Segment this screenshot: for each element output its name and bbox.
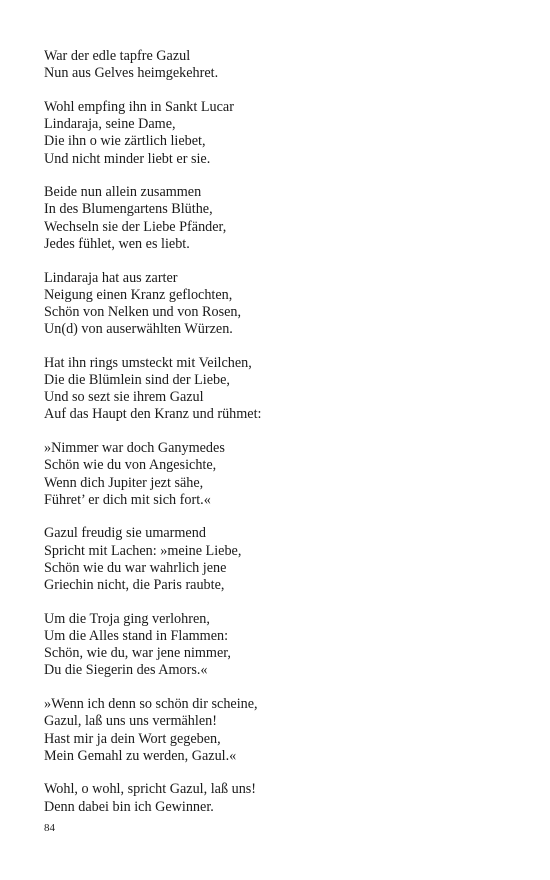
poem-line: Um die Troja ging verlohren, (44, 610, 210, 627)
stanza-6 (44, 440, 514, 509)
stanza-10 (44, 781, 514, 815)
poem-text (44, 48, 514, 832)
poem-line: Führet’ er dich mit sich fort.« (44, 491, 211, 508)
page-number: 84 (44, 822, 55, 834)
poem-line: Mein Gemahl zu werden, Gazul.« (44, 747, 237, 764)
poem-line: »Nimmer war doch Ganymedes (44, 440, 225, 457)
poem-line: Griechin nicht, die Paris raubte, (44, 577, 225, 594)
poem-line: Du die Siegerin des Amors.« (44, 662, 208, 679)
poem-line: Neigung einen Kranz geflochten, (44, 286, 233, 303)
poem-line: Denn dabei bin ich Gewinner. (44, 798, 214, 815)
stanza-4 (44, 270, 514, 339)
poem-line: Hast mir ja dein Wort gegeben, (44, 730, 221, 747)
poem-line: Um die Alles stand in Flammen: (44, 627, 229, 644)
stanza-8 (44, 611, 514, 680)
poem-line: Wohl empfing ihn in Sankt Lucar (44, 98, 234, 115)
poem-line: »Wenn ich denn so schön dir scheine, (44, 696, 258, 713)
poem-line: Wohl, o wohl, spricht Gazul, laß uns! (44, 781, 257, 798)
poem-line: Un(d) von auserwählten Würzen. (44, 321, 233, 338)
poem-line: Spricht mit Lachen: »meine Liebe, (44, 542, 242, 559)
poem-line: Gazul, laß uns uns vermählen! (44, 713, 217, 730)
stanza-3 (44, 184, 514, 253)
poem-line: Beide nun allein zusammen (44, 184, 202, 201)
poem-line: Und nicht minder liebt er sie. (44, 150, 211, 167)
stanza-5 (44, 355, 514, 424)
poem-line: War der edle tapfre Gazul (44, 48, 191, 64)
stanza-2 (44, 99, 514, 168)
poem-line: Lindaraja, seine Dame, (44, 116, 176, 133)
poem-line: Auf das Haupt den Kranz und rühmet: (44, 406, 262, 423)
poem-line: Gazul freudig sie umarmend (44, 525, 206, 542)
poem-line: Jedes fühlet, wen es liebt. (44, 235, 190, 252)
stanza-1 (44, 48, 514, 82)
poem-line: In des Blumengartens Blüthe, (44, 201, 213, 218)
poem-line: Schön, wie du, war jene nimmer, (44, 645, 231, 662)
stanza-9 (44, 696, 514, 765)
stanza-7 (44, 525, 514, 594)
poem-line: Die ihn o wie zärtlich liebet, (44, 133, 206, 150)
poem-line: Schön von Nelken und von Rosen, (44, 303, 242, 320)
poem-line: Die die Blümlein sind der Liebe, (44, 372, 230, 389)
poem-line: Lindaraja hat aus zarter (44, 269, 178, 286)
poem-line: Und so sezt sie ihrem Gazul (44, 389, 204, 406)
poem-line: Schön wie du war wahrlich jene (44, 559, 227, 576)
poem-line: Wenn dich Jupiter jezt sähe, (44, 474, 204, 491)
poem-line: Nun aus Gelves heimgekehret. (44, 65, 219, 82)
poem-line: Wechseln sie der Liebe Pfänder, (44, 218, 227, 235)
poem-line: Schön wie du von Angesichte, (44, 457, 217, 474)
poem-line: Hat ihn rings umsteckt mit Veilchen, (44, 354, 252, 371)
